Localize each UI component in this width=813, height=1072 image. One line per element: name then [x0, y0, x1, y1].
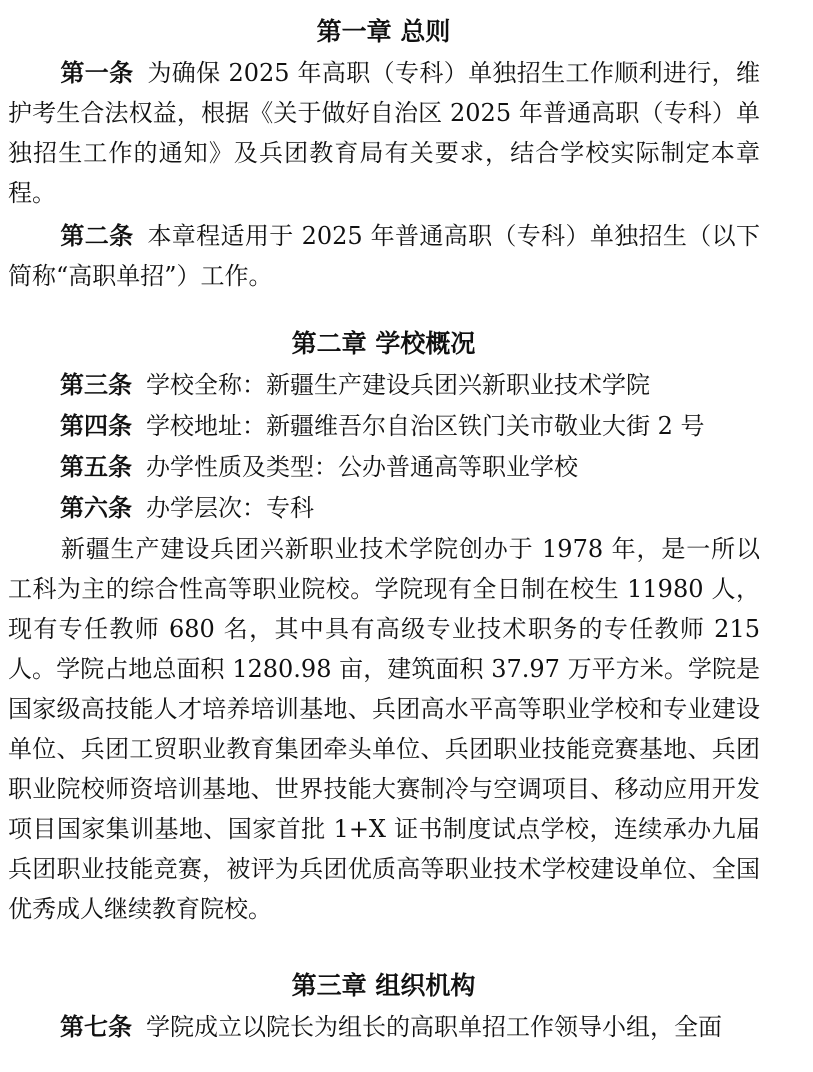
chapter-1-title: 第一章 总则 — [316, 17, 451, 46]
chapter-2-title: 第二章 学校概况 — [291, 329, 476, 358]
article-5 — [8, 447, 760, 487]
article-1-text: 为确保 2025 年高职（专科）单独招生工作顺利进行，维护考生合法权益，根据《关于做好自治区 2025 年普通高职（专科）单独招生工作的通知》及兵团教育局有关要求，结合学校实际制定本章程。 — [8, 59, 760, 207]
article-4 — [8, 406, 760, 446]
article-2-text: 本章程适用于 2025 年普通高职（专科）单独招生（以下简称“高职单招”）工作。 — [8, 222, 760, 290]
school-intro-text: 新疆生产建设兵团兴新职业技术学院创办于 1978 年，是一所以工科为主的综合性高等职业院校。学院现有全日制在校生 11980 人，现有专任教师 680 名，其中具有高级专业技术职务的专任教师 215 人。学院占地总面积 1280.98 亩，建筑面积 37.97 万平方米。学院是国家级高技能人才培养培训基地、兵团高水平高等职业学校和专业建设单位、兵团工贸职业教育集团牵头单位、兵团职业技能竞赛基地、兵团职业院校师资培训基地、世界技能大赛制冷与空调项目、移动应用开发项目国家集训基地、国家首批 1+X 证书制度试点学校，连续承办九届兵团职业技能竞赛，被评为兵团优质高等职业技术学校建设单位、全国优秀成人继续教育院校。 — [8, 535, 760, 923]
article-4-text: 学校地址：新疆维吾尔自治区铁门关市敬业大街 2 号 — [146, 412, 705, 440]
article-2-label: 第二条 — [60, 222, 134, 250]
article-5-label: 第五条 — [60, 453, 132, 481]
article-6-label: 第六条 — [60, 494, 132, 522]
article-5-text: 办学性质及类型：公办普通高等职业学校 — [146, 453, 578, 481]
article-3-label: 第三条 — [60, 371, 132, 399]
article-7-label: 第七条 — [60, 1013, 132, 1041]
article-3-text: 学校全称：新疆生产建设兵团兴新职业技术学院 — [146, 371, 650, 399]
school-intro-paragraph — [8, 529, 760, 929]
article-7 — [8, 1007, 760, 1047]
chapter-3-title: 第三章 组织机构 — [291, 971, 476, 1000]
article-1-label: 第一条 — [60, 59, 134, 87]
article-6-text: 办学层次：专科 — [146, 494, 314, 522]
article-4-label: 第四条 — [60, 412, 132, 440]
article-3 — [8, 365, 760, 405]
article-6 — [8, 488, 760, 528]
article-1 — [8, 53, 760, 213]
article-7-text: 学院成立以院长为组长的高职单招工作领导小组，全面 — [146, 1013, 722, 1041]
article-2 — [8, 216, 760, 296]
